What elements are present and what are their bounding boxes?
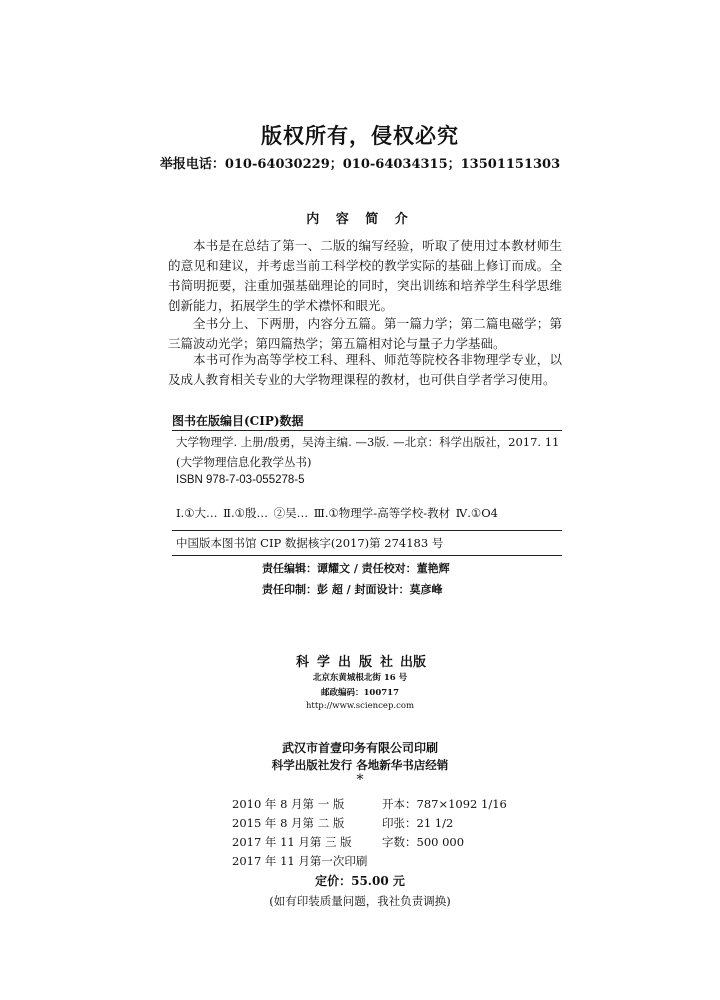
publisher-postcode: 邮政编码：100717 [321,688,399,698]
publisher-logo-text: 科学出版社 [296,655,402,670]
publisher-url: http://www.sciencep.com [305,701,415,711]
publisher-suffix: 出版 [400,655,427,670]
cip-title: 图书在版编目(CIP)数据 [172,414,304,428]
quality-note: (如有印装质量问题，我社负责调换) [269,894,451,908]
credits-line-1: 责任编辑：谭耀文 / 责任校对：董艳辉 [262,562,450,575]
edition-row [232,796,507,812]
copyright-title: 版权所有，侵权必究 [261,123,459,148]
cip-classification: Ⅰ.①大… Ⅱ.①殷… ②吴… Ⅲ.①物理学-高等学校-教材 Ⅳ.①O4 [176,506,498,520]
cip-top-rule [172,430,562,431]
price: 定价：55.00 元 [315,874,405,888]
summary-paragraph-2: 全书分上、下两册，内容分五篇。第一篇力学；第二篇电磁学；第三篇波动光学；第四篇热学；第五篇相对论与量子力学基础。 [168,316,562,351]
edition-date: 2015 年 8 月第 二 版 [232,816,345,830]
cip-series-line: (大学物理信息化教学丛书) [176,455,312,469]
cip-isbn: ISBN 978-7-03-055278-5 [176,474,305,486]
edition-row [232,834,464,850]
cip-middle-rule [172,530,562,531]
report-phone: 举报电话：010-64030229；010-64034315；13501151303 [159,157,561,172]
edition-info: 字数：500 000 [382,835,465,849]
summary-paragraph-1: 本书是在总结了第一、二版的编写经验，听取了使用过本教材师生的意见和建议，并考虑当前工科学校的教学实际的基础上修订而成。全书简明扼要，注重加强基础理论的同时，突出训练和培养学生科学思维创新能力，拓展学生的学术襟怀和眼光。 [168,238,562,313]
edition-info: 印张：21 1/2 [382,816,454,830]
cip-bibliographic-line: 大学物理学. 上册/殷勇，吴涛主编. —3版. —北京：科学出版社，2017. 11 [176,435,560,449]
summary-paragraph-3: 本书可作为高等学校工科、理科、师范等院校各非物理学专业，以及成人教育相关专业的大学物理课程的教材，也可供自学者学习使用。 [168,352,562,387]
cip-check-number: 中国版本图书馆 CIP 数据核字(2017)第 274183 号 [176,536,444,550]
cip-bottom-rule [172,555,562,556]
edition-date: 2017 年 11 月第一次印刷 [232,854,368,868]
edition-date: 2017 年 11 月第 三 版 [232,835,352,849]
summary-heading: 内 容 简 介 [306,212,414,227]
edition-row [232,815,453,831]
credits-line-2: 责任印制：彭 超 / 封面设计：莫彦峰 [262,583,443,596]
edition-date: 2010 年 8 月第 一 版 [232,797,345,811]
distribution-line: 科学出版社发行 各地新华书店经销 [271,758,449,772]
edition-info: 开本：787×1092 1/16 [382,797,507,811]
printer-name: 武汉市首壹印务有限公司印刷 [281,741,438,755]
edition-row [232,853,382,869]
separator-star: * [356,772,364,788]
publisher-address: 北京东黄城根北街 16 号 [312,673,408,683]
